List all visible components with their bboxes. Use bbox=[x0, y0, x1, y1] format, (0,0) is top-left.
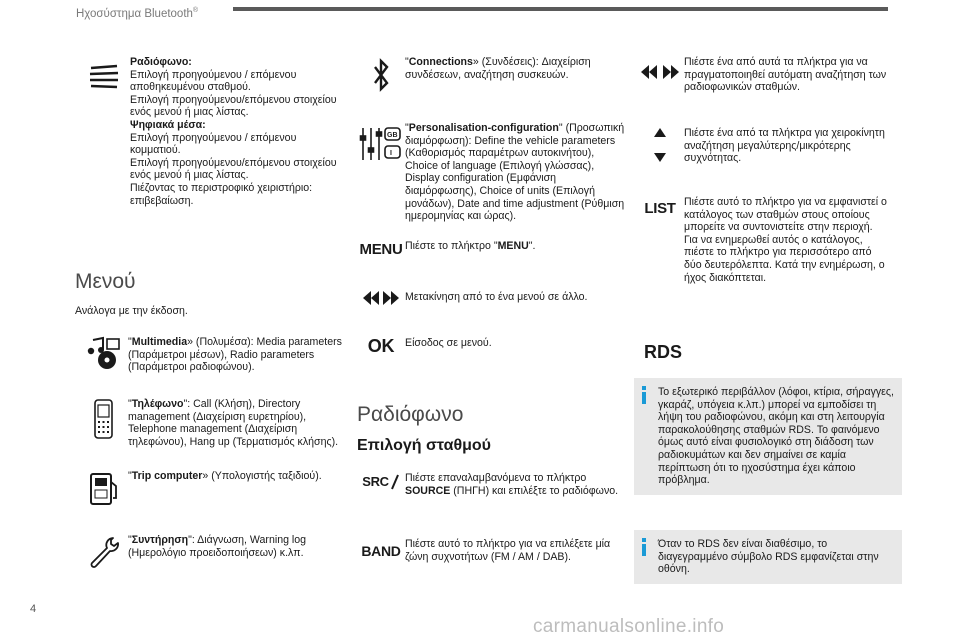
station-selection-title: Επιλογή σταθμού bbox=[357, 437, 491, 454]
svg-text:I: I bbox=[390, 150, 392, 157]
radio-section-title: Ραδιόφωνο bbox=[357, 403, 464, 426]
info-icon bbox=[641, 538, 648, 556]
bluetooth-icon bbox=[357, 56, 405, 96]
fuel-pump-icon bbox=[80, 470, 128, 508]
header-rule bbox=[233, 7, 888, 11]
ok-key-label: OK bbox=[367, 336, 395, 356]
page-number: 4 bbox=[30, 603, 37, 615]
source-key-item: SRC Πιέστε επαναλαμβανόμενα το πλήκτρο SOURCE (ΠΗΓΗ) και επιλέξτε το ραδιόφωνο. bbox=[357, 472, 630, 497]
menu-key-item: MENU Πιέστε το πλήκτρο "MENU". bbox=[359, 240, 536, 258]
page-header bbox=[76, 2, 198, 24]
settings-language-icon bbox=[357, 122, 405, 223]
rds-title: RDS bbox=[644, 342, 683, 362]
up-down-arrows-icon bbox=[636, 124, 684, 166]
info-box-reception: Το εξωτερικό περιβάλλον (λόφοι, κτίρια, σήραγγες, γκαράζ, υπόγεια κ.λπ.) μπορεί να εμποδίσει τη λήψη του ραδιοφώνου, ακόμη και στη λειτουργία παρακολούθησης σταθμών RDS. Το φαινόμενο όμως αυτό είναι φυσιολογικό στη διάδοση των ραδιοκυμάτων και δεν σημαίνει σε καμία περίπτωση ότι το ηχοσύστημα έχει κάποιο πρόβλημα. bbox=[634, 378, 902, 495]
ok-key-item: OK Είσοδος σε μενού. bbox=[367, 336, 492, 356]
info-box-rds: Όταν το RDS δεν είναι διαθέσιμο, το διαγεγραμμένο σύμβολο RDS εμφανίζεται στην οθόνη. bbox=[634, 530, 902, 584]
trip-computer-menu-item: "Trip computer» (Υπολογιστής ταξιδιού). bbox=[80, 470, 343, 508]
list-scroll-icon bbox=[80, 56, 128, 207]
band-key-item: BAND Πιέστε αυτό το πλήκτρο για να επιλέξετε μία ζώνη συχνοτήτων (FM / AM / DAB). bbox=[361, 538, 611, 563]
menu-key-label: MENU bbox=[359, 241, 403, 258]
personalisation-menu-item: GB I "Personalisation-configuration" (Προσωπική διαμόρφωση): Define the vehicle parameters (Καθορισμός παραμέτρων αυτοκινήτου), Choice of language (Επιλογή γλώσσας), Display configuration (Εμφάνιση διαμόρφωσης), Choice of units (Επιλογή μονάδων), Date and time adjustment (Ρύθμιση ημερομηνίας και ώρας). bbox=[357, 122, 630, 223]
src-key-icon: SRC bbox=[357, 472, 405, 497]
multimedia-menu-item: "Multimedia» (Πολυμέσα): Media parameters (Παράμετροι μέσων), Radio parameters (Παράμετροι ραδιοφώνου). bbox=[80, 336, 343, 374]
menu-navigation-item: Μετακίνηση από το ένα μενού σε άλλο. bbox=[357, 290, 630, 306]
menu-section-title: Μενού bbox=[75, 270, 136, 293]
tune-keys-item: Πιέστε ένα από τα πλήκτρα για χειροκίνητη αναζήτηση μεγαλύτερης/μικρότερης συχνότητας. bbox=[636, 124, 889, 166]
band-key-label: BAND bbox=[361, 543, 401, 559]
phone-menu-item: "Τηλέφωνο": Call (Κλήση), Directory management (Διαχείριση ευρετηρίου), Telephone management (Διαχείριση τηλεφώνου), Hang up (Τερματισμός κλήσης). bbox=[80, 398, 343, 448]
list-key-item: LIST Πιέστε αυτό το πλήκτρο για να εμφανιστεί ο κατάλογος των σταθμών στους οποίους μπορείτε να συντονιστείτε στην περιοχή. Για να ενημερωθεί αυτός ο κατάλογος, πιέστε το πλήκτρο για περισσότερο από δύο δευτερόλεπτα. Κατά την ενημέρωση, ο ήχος διακόπτεται. bbox=[644, 196, 887, 284]
info-icon bbox=[641, 386, 648, 404]
left-right-arrows-icon bbox=[357, 290, 405, 306]
header-title: Ηχοσύστημα Bluetooth® bbox=[76, 6, 199, 20]
seek-arrows-icon bbox=[636, 56, 684, 94]
radio-controls-block: Ραδιόφωνο: Επιλογή προηγούμενου / επόμενου αποθηκευμένου σταθμού. Επιλογή προηγούμενου/επόμενου στοιχείου ενός μενού ή μιας λίστας. Ψηφιακά μέσα: Επιλογή προηγούμενου / επόμενου κομματιού. Επιλογή προηγούμενου/επόμενου στοιχείου ενός μενού ή μιας λίστας. Πιέζοντας το περιστροφικό χειριστήριο: επιβεβαίωση. bbox=[80, 56, 345, 207]
phone-icon bbox=[80, 398, 128, 448]
maintenance-menu-item: "Συντήρηση": Διάγνωση, Warning log (Ημερολόγιο προειδοποιήσεων) κ.λπ. bbox=[80, 534, 343, 568]
svg-text:GB: GB bbox=[387, 132, 398, 139]
list-key-label: LIST bbox=[644, 200, 676, 217]
connections-menu-item: "Connections» (Συνδέσεις): Διαχείριση συνδέσεων, αναζήτηση συσκευών. bbox=[357, 56, 630, 96]
wrench-icon bbox=[80, 534, 128, 568]
multimedia-icon bbox=[80, 336, 128, 374]
watermark: carmanualsonline.info bbox=[533, 616, 725, 637]
menu-subtitle: Ανάλογα με την έκδοση. bbox=[75, 305, 188, 317]
seek-keys-item: Πιέστε ένα από αυτά τα πλήκτρα για να πραγματοποιηθεί αυτόματη αναζήτηση των ραδιοφωνικών σταθμών. bbox=[636, 56, 889, 94]
